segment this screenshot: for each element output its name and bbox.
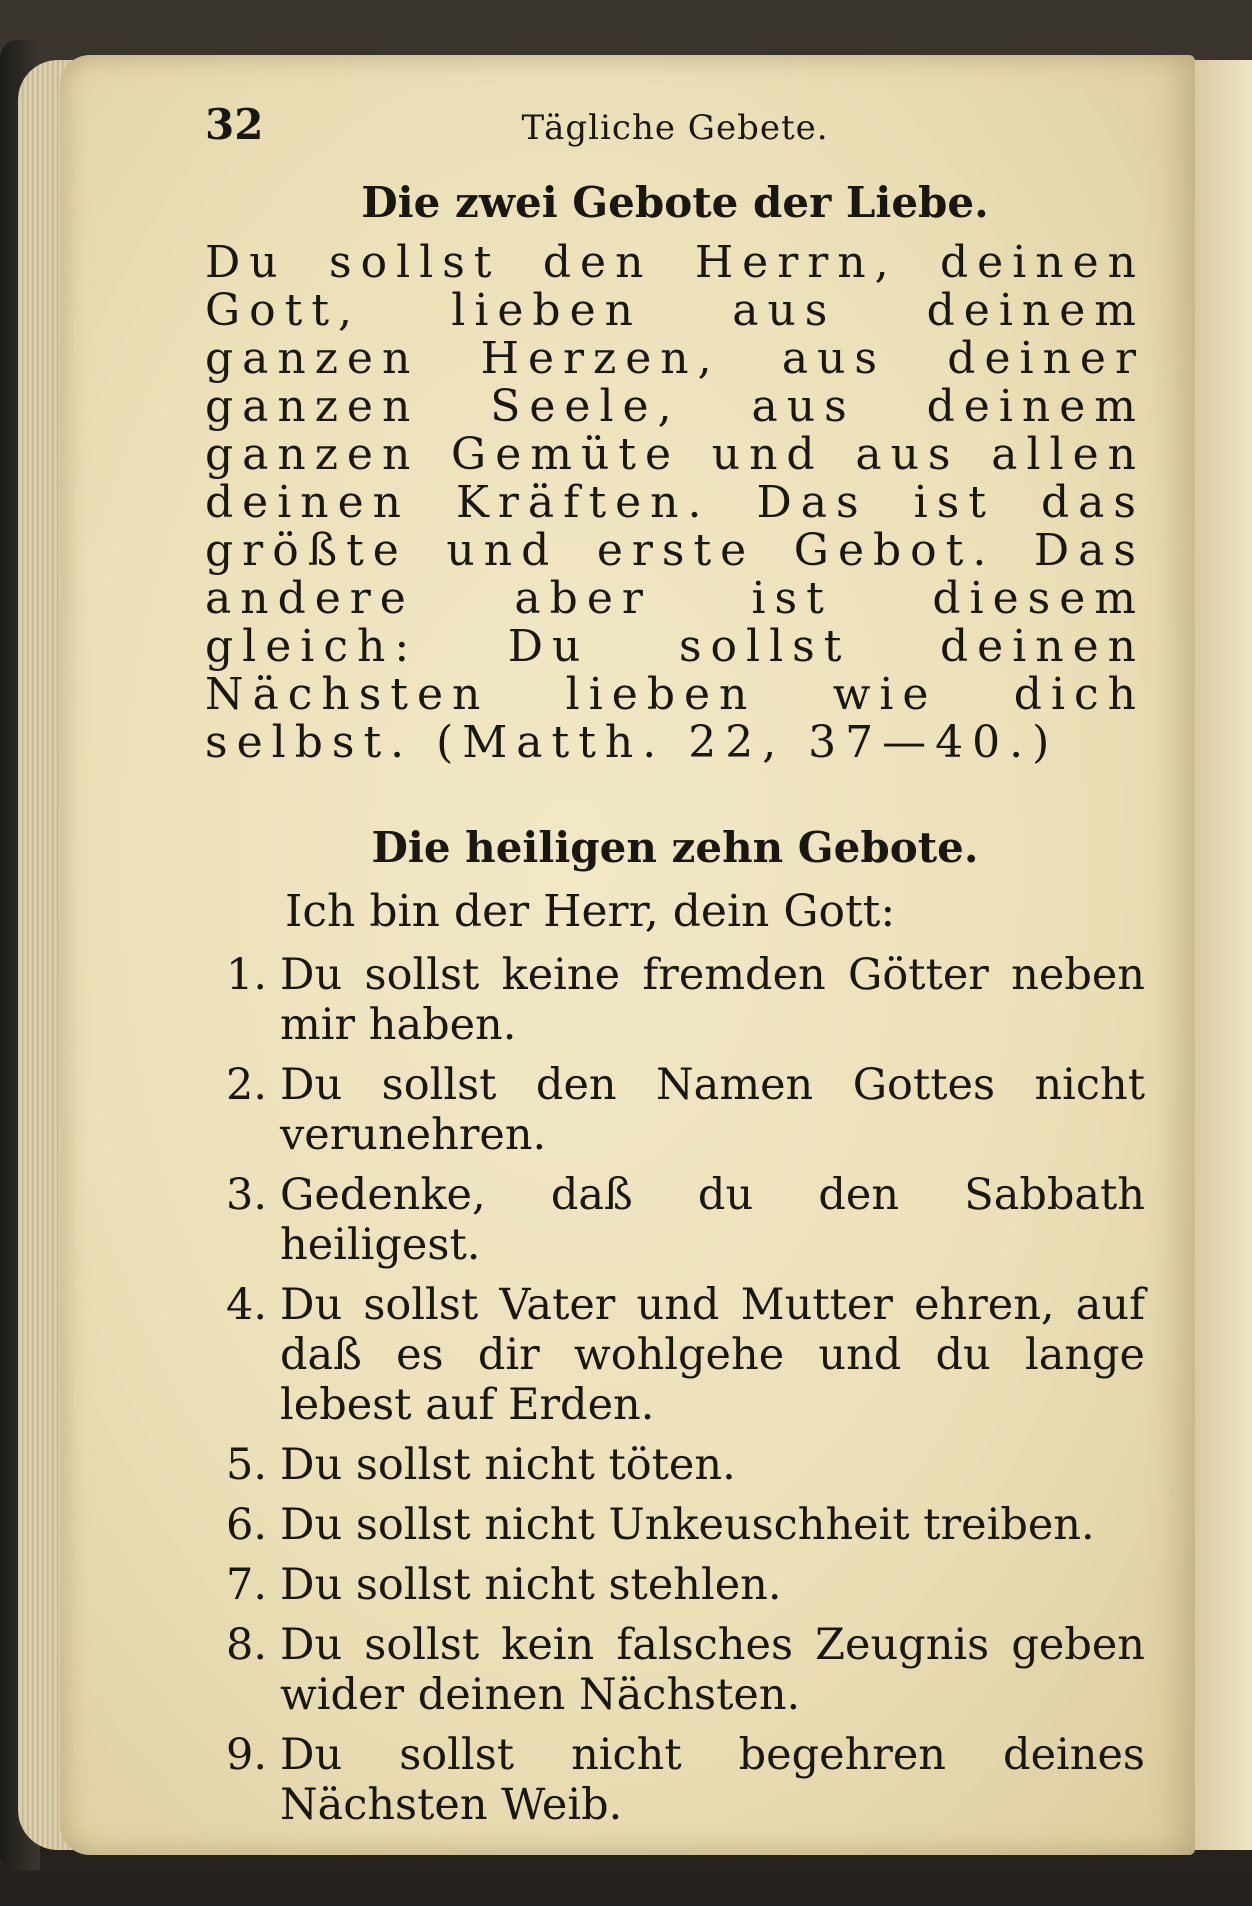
commandment-text: Du sollst nicht töten. bbox=[280, 1440, 736, 1490]
commandment-text: Du sollst kein falsches Zeugnis geben wider deinen Nächsten. bbox=[280, 1620, 1145, 1720]
love-commandments-text: Du sollst den Herrn, deinen Gott, lieben aus deinem ganzen Herzen, aus deiner ganzen Seele, aus deinem ganzen Gemüte und aus allen deinen Kräften. Das ist das größte und erste Gebot. Das andere aber ist diesem gleich: Du sollst deinen Nächsten lieben wie dich selbst. (Matth. 22, 37—40.) bbox=[205, 237, 1145, 768]
commandment-number: 8. bbox=[225, 1620, 267, 1670]
commandment-item bbox=[205, 1560, 1145, 1610]
section-title-love-commandments: Die zwei Gebote der Liebe. bbox=[361, 178, 989, 227]
commandment-number: 6. bbox=[225, 1500, 267, 1550]
page-number: 32 bbox=[205, 100, 264, 149]
commandment-item bbox=[205, 1500, 1145, 1550]
commandment-number: 5. bbox=[225, 1440, 267, 1490]
commandment-item bbox=[205, 1440, 1145, 1490]
commandment-text: Du sollst keine fremden Götter neben mir haben. bbox=[280, 950, 1145, 1050]
commandment-number: 4. bbox=[225, 1280, 267, 1330]
commandment-number: 7. bbox=[225, 1560, 267, 1610]
facing-page-edge bbox=[1195, 60, 1252, 1850]
commandment-item bbox=[205, 1170, 1145, 1270]
commandment-number: 3. bbox=[225, 1170, 267, 1220]
commandment-item bbox=[205, 1280, 1145, 1430]
commandment-text: Du sollst nicht begehren deines Nächsten Weib. bbox=[280, 1730, 1145, 1830]
section-title-ten-commandments: Die heiligen zehn Gebote. bbox=[371, 823, 979, 872]
commandment-text: Du sollst Vater und Mutter ehren, auf daß es dir wohlgehe und du lange lebest auf Erden. bbox=[280, 1280, 1145, 1430]
commandment-text: Du sollst nicht Unkeuschheit treiben. bbox=[280, 1500, 1095, 1550]
commandment-number: 9. bbox=[225, 1730, 267, 1780]
commandment-text: Du sollst nicht stehlen. bbox=[280, 1560, 782, 1610]
commandment-item bbox=[205, 950, 1145, 1050]
page-header bbox=[205, 100, 1145, 160]
commandment-number: 1. bbox=[225, 950, 267, 1000]
commandment-number: 2. bbox=[225, 1060, 267, 1110]
commandments-list bbox=[205, 950, 1145, 1830]
commandment-item bbox=[205, 1620, 1145, 1720]
commandment-item bbox=[205, 1730, 1145, 1830]
commandment-item bbox=[205, 1060, 1145, 1160]
commandment-text: Gedenke, daß du den Sabbath heiligest. bbox=[280, 1170, 1145, 1270]
running-head: Tägliche Gebete. bbox=[521, 108, 829, 148]
page-content bbox=[205, 100, 1145, 1840]
commandment-text: Du sollst den Namen Gottes nicht verunehren. bbox=[280, 1060, 1145, 1160]
commandments-intro: Ich bin der Herr, dein Gott: bbox=[285, 886, 896, 937]
